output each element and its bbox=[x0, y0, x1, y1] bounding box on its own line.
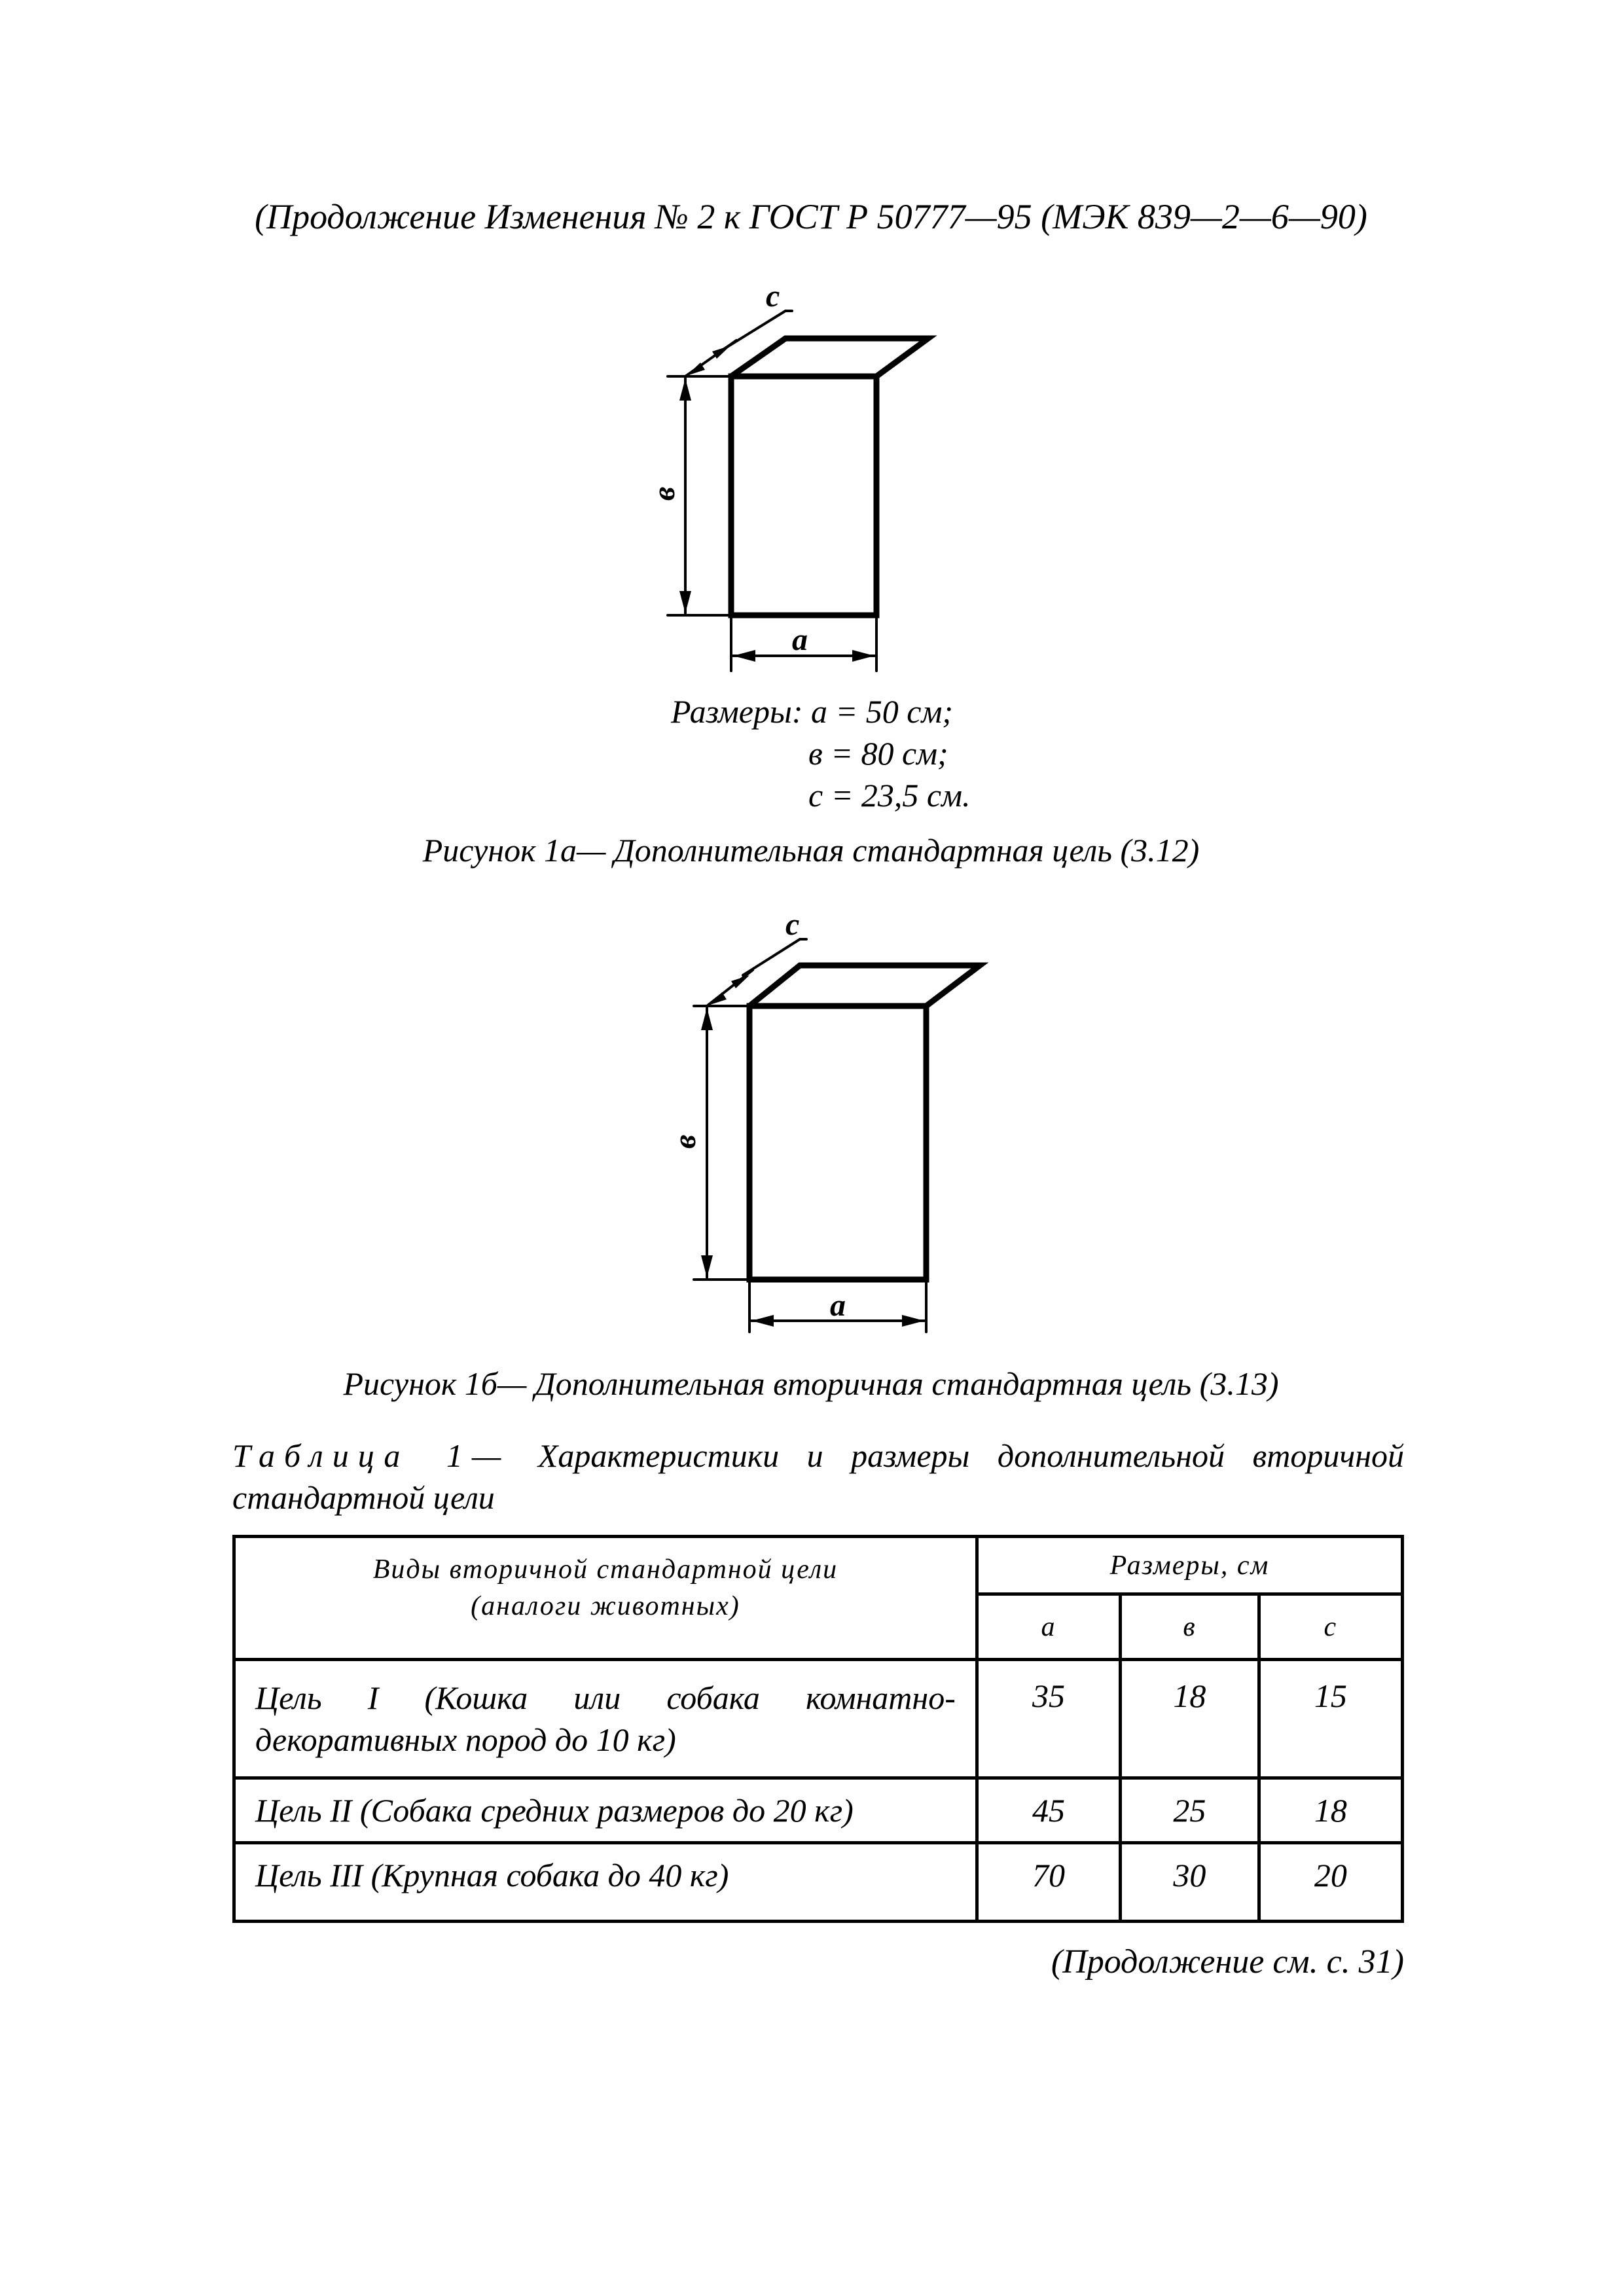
label-c: c bbox=[785, 907, 800, 942]
dim-a: a = 50 см; bbox=[811, 693, 954, 730]
value-c: 15 bbox=[1259, 1660, 1402, 1778]
header-sub-c: с bbox=[1259, 1594, 1402, 1660]
label-a: a bbox=[792, 622, 808, 657]
table-title-lead: Таблица 1— bbox=[232, 1437, 511, 1474]
label-c: c bbox=[766, 279, 780, 314]
target-top-face bbox=[731, 338, 928, 376]
value-b: 30 bbox=[1121, 1843, 1259, 1922]
table-row bbox=[234, 1660, 1403, 1778]
figure-1b-caption: Рисунок 1б— Дополнительная вторичная стандартная цель (3.13) bbox=[343, 1365, 1279, 1402]
dim-c: с = 23,5 см. bbox=[808, 777, 971, 814]
header-sub-b: в bbox=[1121, 1594, 1259, 1660]
table-title-text: Характеристики и размеры дополнительной вторичной стандартной цели bbox=[232, 1437, 1404, 1516]
dim-b: в = 80 см; bbox=[808, 735, 948, 772]
target-name: Цель III (Крупная собака до 40 кг) bbox=[234, 1843, 977, 1922]
page-footer: (Продолжение см. с. 31) bbox=[1051, 1943, 1404, 1981]
label-a: a bbox=[830, 1288, 846, 1323]
value-c: 18 bbox=[1259, 1778, 1402, 1843]
target-front-face bbox=[731, 376, 876, 615]
page-header: (Продолжение Изменения № 2 к ГОСТ Р 50777—95 (МЭК 839—2—6—90) bbox=[255, 197, 1367, 236]
header-target-type-line1: Виды вторичной стандартной цели bbox=[372, 1554, 838, 1585]
figure-1a bbox=[0, 0, 1622, 694]
value-a: 35 bbox=[977, 1660, 1120, 1778]
table-row bbox=[234, 1778, 1403, 1843]
header-sub-a: а bbox=[977, 1594, 1120, 1660]
dimensions-list bbox=[671, 691, 971, 816]
header-sizes: Размеры, см bbox=[977, 1537, 1402, 1594]
value-a: 70 bbox=[977, 1843, 1120, 1922]
target-name: Цель II (Собака средних размеров до 20 кг) bbox=[234, 1778, 977, 1843]
header-target-type-line2: (аналоги животных) bbox=[471, 1591, 740, 1621]
value-c: 20 bbox=[1259, 1843, 1402, 1922]
dimensions-table bbox=[232, 1535, 1404, 1923]
table-title bbox=[232, 1435, 1404, 1518]
figure-1a-caption: Рисунок 1а— Дополнительная стандартная цель (3.12) bbox=[422, 832, 1200, 869]
label-b: в bbox=[668, 1134, 702, 1149]
dims-label: Размеры: bbox=[671, 693, 803, 730]
value-a: 45 bbox=[977, 1778, 1120, 1843]
target-front-face bbox=[749, 1006, 926, 1280]
header-target-type bbox=[234, 1537, 977, 1660]
value-b: 25 bbox=[1121, 1778, 1259, 1843]
figure-1b bbox=[0, 897, 1622, 1342]
target-top-face bbox=[749, 965, 980, 1006]
table-row bbox=[234, 1843, 1403, 1922]
target-name: Цель I (Кошка или собака комнатно-декоративных пород до 10 кг) bbox=[234, 1660, 977, 1778]
value-b: 18 bbox=[1121, 1660, 1259, 1778]
label-b: в bbox=[647, 486, 681, 501]
